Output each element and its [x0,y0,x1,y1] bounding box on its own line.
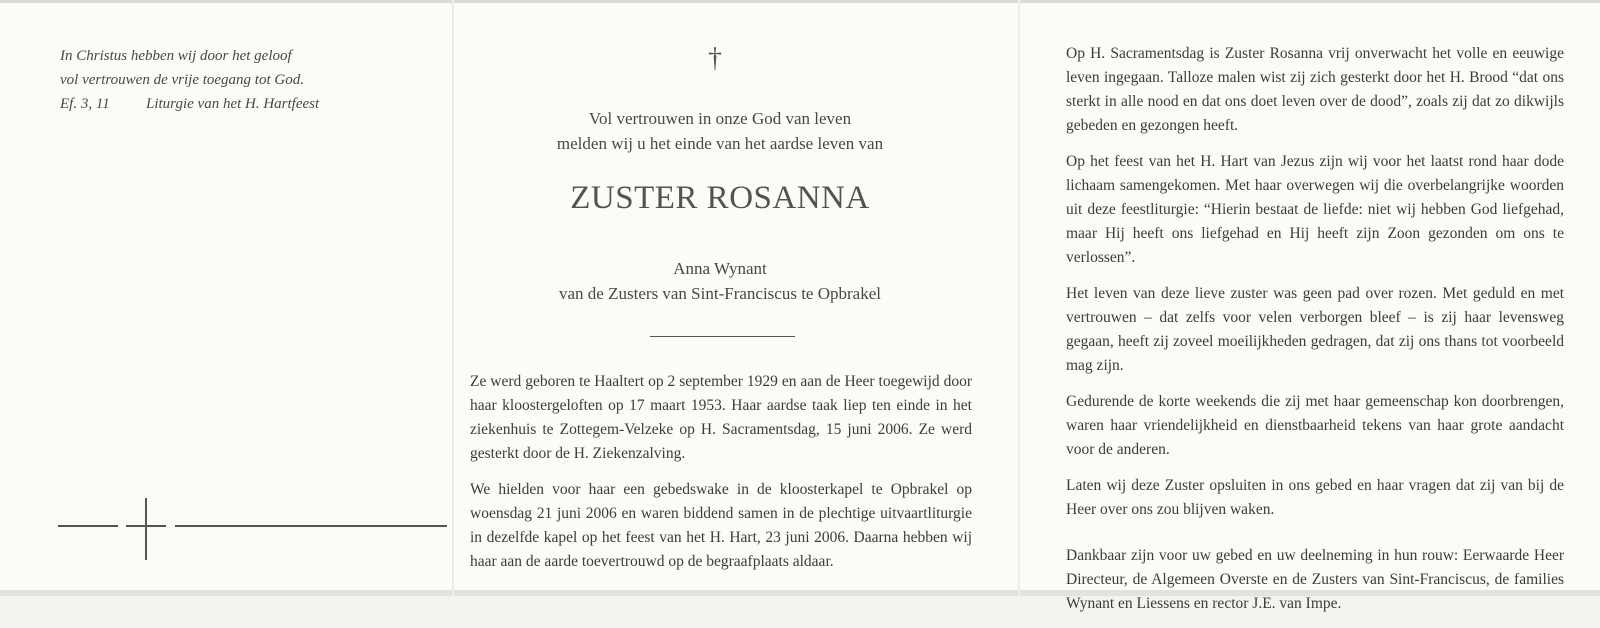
epigraph-line-1: In Christus hebben wij door het geloof [60,48,292,64]
reflection-paragraph: Het leven van deze lieve zuster was geen pad over rozen. Met geduld en met vertrouwen – dat zelfs voor velen verborgen bleef – is zij haar levensweg gegaan, heeft zij zoveel moeilijkheden gedragen, dat zij ons thans tot voorbeeld mag zijn. [1066,285,1564,374]
top-edge [0,0,1600,3]
biography-paragraph: Ze werd geboren te Haaltert op 2 september 1929 en aan de Heer toegewijd door haar kloostergeloften op 17 maart 1953. Haar aardse taak liep ten einde in het ziekenhuis te Zottegem-Velzeke op H. Sacramentsdag, 15 juni 2006. Ze werd gesterkt door de H. Ziekenzalving. [470,373,972,462]
fold-line-left [452,0,454,596]
thanks-paragraph: Dankbaar zijn voor uw gebed en uw deelneming in hun rouw: Eerwaarde Heer Directeur, de Algemeen Overste en de Zusters van Sint-Franciscus, de families Wynant en Liessens en rector J.E. van Impe. [1066,547,1564,612]
intro [470,106,970,156]
cross-icon: † [708,43,722,74]
epigraph-ref: Ef. 3, 11 [60,96,110,112]
reflection-paragraph: Op H. Sacramentsdag is Zuster Rosanna vrij onverwacht het volle en eeuwige leven ingegaan. Talloze malen wist zij zich gesterkt door het H. Brood “dat ons sterkt in alle nood en dat ons doet leven over de dood”, zoals zij dat zo dikwijls gebeden en gezongen heeft. [1066,45,1564,134]
epigraph-reference [60,92,440,116]
epigraph [60,44,440,116]
cross-rule-right [175,525,447,527]
reflection [1066,42,1564,628]
reflection-paragraph: Gedurende de korte weekends die zij met haar gemeenschap kon doorbrengen, waren haar vriendelijkheid en dienstbaarheid tekens van haar grote aandacht voor de anderen. [1066,393,1564,458]
cross-rule-left [58,525,118,527]
biography [470,370,972,586]
epigraph-source: Liturgie van het H. Hartfeest [146,96,320,112]
reflection-paragraph: Laten wij deze Zuster opsluiten in ons gebed en haar vragen dat zij van bij de Heer over ons zou blijven waken. [1066,477,1564,518]
cross-vertical [145,498,147,560]
epigraph-line-2: vol vertrouwen de vrije toegang tot God. [60,72,304,88]
divider [650,336,795,337]
deceased-name: ZUSTER ROSANNA [570,180,870,216]
intro-line-2: melden wij u het einde van het aardse leven van [556,134,884,153]
intro-line-1: Vol vertrouwen in onze God van leven [588,109,852,128]
subtitle [470,256,970,306]
congregation: van de Zusters van Sint-Franciscus te Opbrakel [559,284,881,303]
biography-paragraph: We hielden voor haar een gebedswake in de kloosterkapel te Opbrakel op woensdag 21 juni 2006 en waren biddend samen in de plechtige uitvaartliturgie in dezelfde kapel op het feest van het H. Hart, 23 juni 2006. Daarna hebben wij haar aan de aarde toevertrouwd op de begraafplaats aldaar. [470,481,972,570]
civil-name: Anna Wynant [673,259,767,278]
fold-line-right [1018,0,1020,596]
reflection-paragraph: Op het feest van het H. Hart van Jezus zijn wij voor het laatst rond haar dode lichaam samengekomen. Met haar overwegen wij die overbelangrijke woorden uit deze feestliturgie: “Hierin bestaat de liefde: niet wij hebben God liefgehad, maar Hij heeft ons liefgehad en Hij heeft zijn Zoon gezonden om ons te verlossen”. [1066,153,1564,266]
